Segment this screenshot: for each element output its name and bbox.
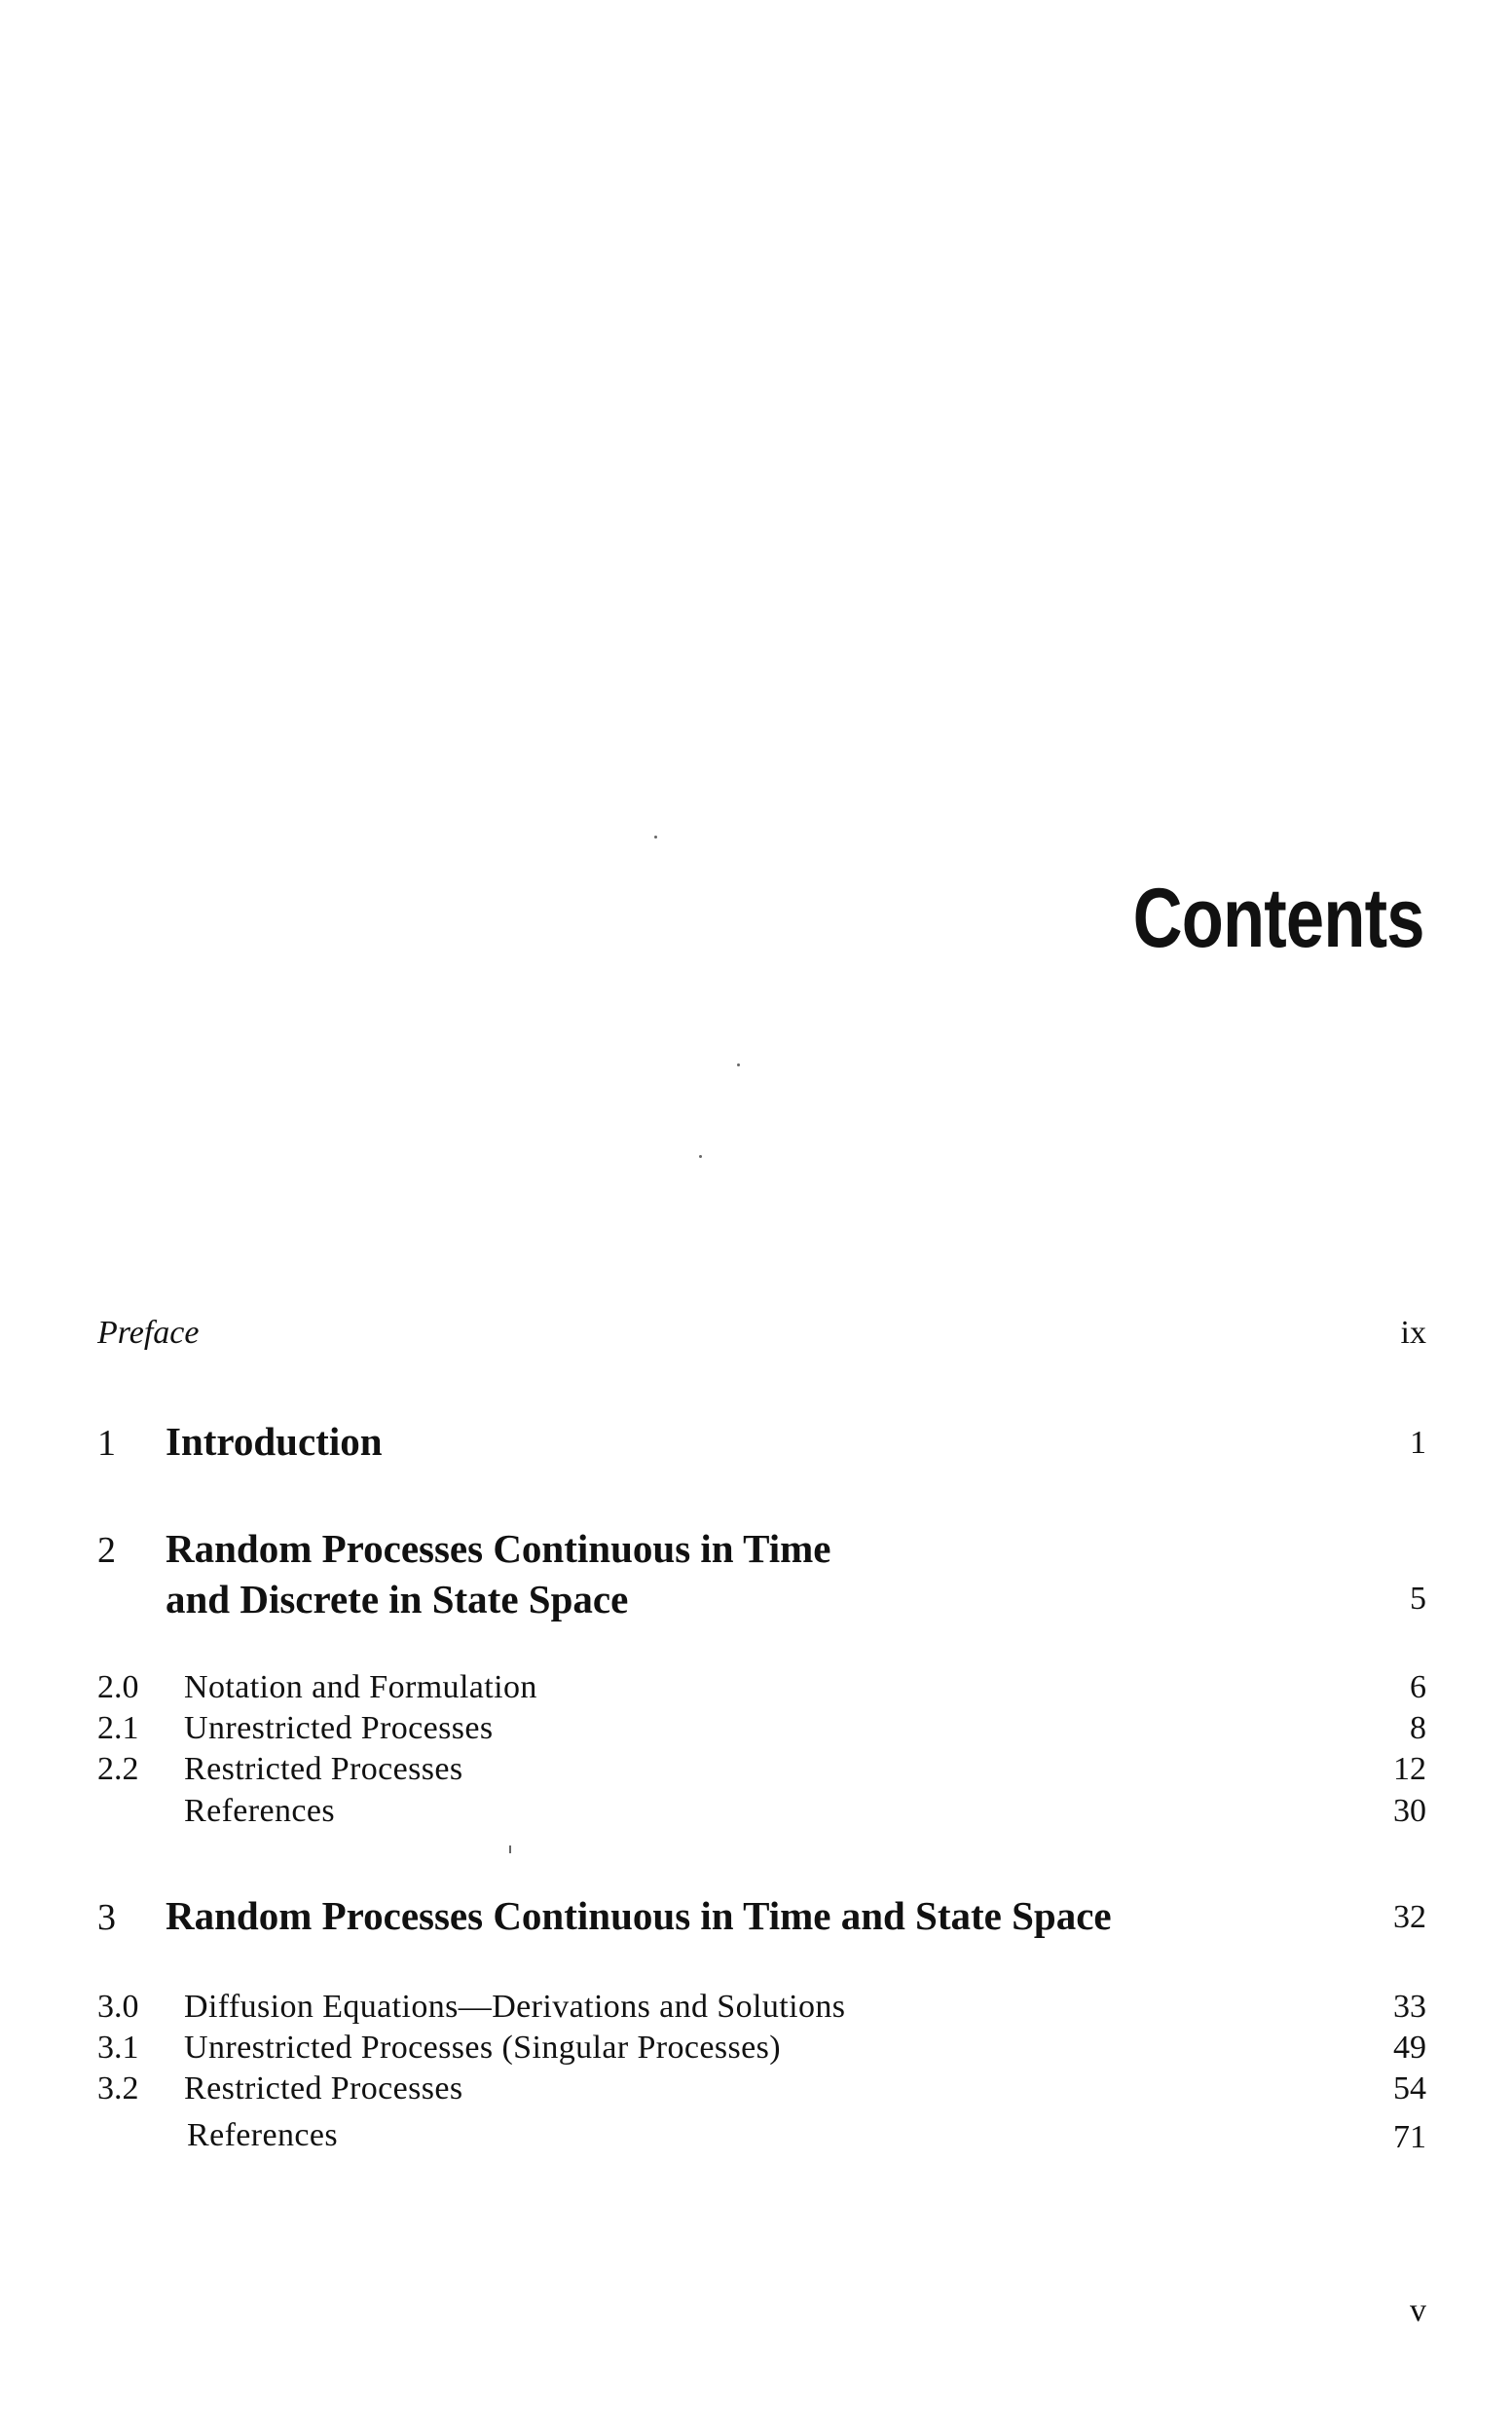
page-title: Contents [1132,872,1424,965]
chapter-2-references-page: 30 [1393,1793,1426,1829]
section-3-2-page: 54 [1393,2070,1426,2106]
chapter-3-title: Random Processes Continuous in Time and State Space [166,1893,1112,1938]
section-2-1-number: 2.1 [97,1710,139,1746]
section-3-1-page: 49 [1393,2030,1426,2066]
chapter-2-title-line-1: Random Processes Continuous in Time [166,1526,831,1571]
chapter-1-page: 1 [1410,1425,1426,1461]
chapter-2-references-title: References [184,1793,336,1829]
section-2-1-title: Unrestricted Processes [184,1710,494,1746]
section-3-2-number: 3.2 [97,2070,139,2106]
scan-speck [509,1845,511,1853]
section-2-1-page: 8 [1410,1710,1426,1746]
chapter-2-page: 5 [1410,1581,1426,1617]
section-3-1-title: Unrestricted Processes (Singular Processes) [184,2030,781,2066]
page-folio: v [1410,2293,1426,2329]
section-3-2-title: Restricted Processes [184,2070,463,2106]
scan-speck [654,836,657,839]
section-2-2-page: 12 [1393,1751,1426,1787]
preface-page: ix [1400,1315,1426,1351]
scan-speck [699,1155,702,1158]
scan-speck [737,1063,740,1066]
chapter-3-number: 3 [97,1897,116,1938]
section-2-0-title: Notation and Formulation [184,1669,537,1705]
chapter-2-title-line-2: and Discrete in State Space [166,1577,629,1622]
section-2-2-title: Restricted Processes [184,1751,463,1787]
section-2-0-page: 6 [1410,1669,1426,1705]
section-2-0-number: 2.0 [97,1669,139,1705]
chapter-2-number: 2 [97,1530,116,1571]
chapter-1-title: Introduction [166,1419,383,1464]
chapter-3-references-title: References [187,2117,339,2153]
section-3-0-title: Diffusion Equations—Derivations and Solutions [184,1989,846,2025]
section-3-0-number: 3.0 [97,1989,139,2025]
preface-label: Preface [97,1315,200,1351]
section-3-0-page: 33 [1393,1989,1426,2025]
section-2-2-number: 2.2 [97,1751,139,1787]
chapter-1-number: 1 [97,1423,116,1464]
chapter-3-page: 32 [1393,1899,1426,1935]
chapter-3-references-page: 71 [1393,2119,1426,2155]
section-3-1-number: 3.1 [97,2030,139,2066]
